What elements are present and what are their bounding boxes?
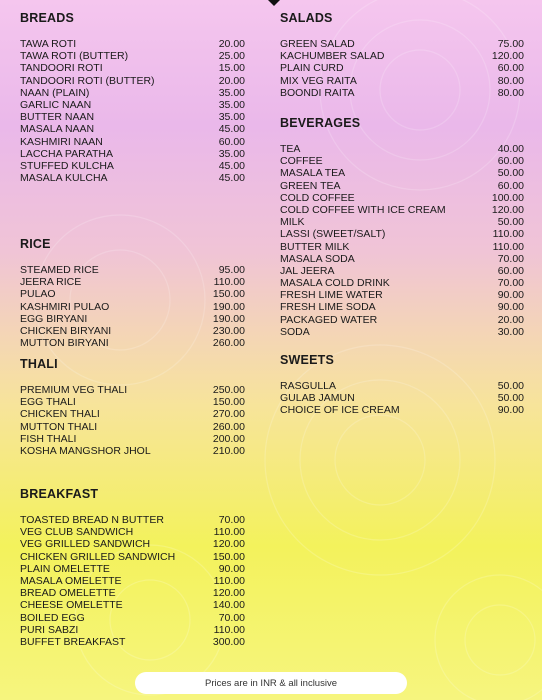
menu-item-price: 50.00 bbox=[497, 392, 524, 405]
section-title: THALI bbox=[20, 357, 58, 371]
menu-item-row bbox=[20, 587, 245, 599]
menu-item-name: PREMIUM VEG THALI bbox=[20, 384, 128, 396]
menu-item-row bbox=[20, 62, 245, 74]
menu-item-price: 80.00 bbox=[497, 86, 524, 99]
menu-item-name: COFFEE bbox=[280, 155, 323, 168]
menu-item-price: 60.00 bbox=[497, 62, 524, 75]
menu-item-row bbox=[280, 228, 524, 240]
menu-item-row bbox=[280, 38, 524, 50]
menu-item-name: MASALA TEA bbox=[280, 167, 346, 180]
menu-item-name: MASALA COLD DRINK bbox=[280, 277, 390, 290]
menu-item-row bbox=[280, 241, 524, 253]
menu-item-price: 70.00 bbox=[218, 514, 245, 526]
menu-item-row bbox=[20, 612, 245, 624]
menu-item-row bbox=[20, 301, 245, 313]
menu-item-price: 20.00 bbox=[218, 74, 245, 87]
menu-item-price: 35.00 bbox=[218, 98, 245, 111]
price-note-banner bbox=[135, 672, 407, 694]
menu-item-row bbox=[280, 180, 524, 192]
menu-item-price: 110.00 bbox=[213, 526, 245, 539]
section-breads bbox=[20, 10, 245, 185]
menu-item-row bbox=[20, 433, 245, 445]
menu-item-row bbox=[280, 50, 524, 62]
section-beverages bbox=[280, 115, 524, 338]
menu-item-price: 50.00 bbox=[497, 216, 524, 229]
menu-item-price: 45.00 bbox=[218, 172, 245, 185]
menu-item-price: 140.00 bbox=[212, 599, 245, 612]
menu-item-row bbox=[20, 538, 245, 550]
menu-item-name: KASHMIRI PULAO bbox=[20, 300, 110, 313]
menu-item-row bbox=[280, 380, 524, 392]
menu-item-price: 70.00 bbox=[497, 252, 524, 265]
menu-item-name: EGG BIRYANI bbox=[20, 312, 88, 325]
menu-item-price: 270.00 bbox=[212, 408, 245, 421]
menu-item-name: CHEESE OMELETTE bbox=[20, 599, 123, 612]
menu-item-price: 25.00 bbox=[218, 50, 245, 63]
menu-item-price: 20.00 bbox=[218, 38, 245, 50]
menu-item-name: TANDOORI ROTI (BUTTER) bbox=[20, 74, 155, 87]
menu-item-price: 35.00 bbox=[218, 86, 245, 99]
menu-item-row bbox=[20, 136, 245, 148]
menu-item-price: 70.00 bbox=[218, 611, 245, 624]
menu-item-name: MASALA OMELETTE bbox=[20, 574, 122, 587]
menu-item-price: 60.00 bbox=[497, 264, 524, 277]
section-title: RICE bbox=[20, 237, 51, 251]
section-title: BREAKFAST bbox=[20, 487, 99, 501]
menu-item-price: 150.00 bbox=[212, 288, 245, 301]
menu-item-name: FRESH LIME WATER bbox=[280, 289, 383, 302]
menu-item-price: 90.00 bbox=[497, 404, 524, 417]
menu-item-row bbox=[20, 123, 245, 135]
menu-item-price: 90.00 bbox=[497, 289, 524, 302]
menu-item-price: 15.00 bbox=[218, 62, 245, 75]
menu-item-price: 150.00 bbox=[212, 550, 245, 563]
section-title: BEVERAGES bbox=[280, 116, 361, 130]
menu-item-price: 210.00 bbox=[212, 444, 245, 457]
menu-item-row bbox=[20, 408, 245, 420]
item-list bbox=[280, 380, 524, 417]
menu-item-name: PURI SABZI bbox=[20, 623, 79, 636]
menu-item-row bbox=[20, 526, 245, 538]
menu-item-name: LACCHA PARATHA bbox=[20, 147, 113, 160]
menu-item-row bbox=[20, 99, 245, 111]
menu-item-row bbox=[280, 289, 524, 301]
menu-item-name: SODA bbox=[280, 325, 310, 338]
menu-item-name: TAWA ROTI (BUTTER) bbox=[20, 50, 129, 63]
menu-item-name: KASHMIRI NAAN bbox=[20, 135, 103, 148]
menu-item-row bbox=[20, 396, 245, 408]
menu-item-row bbox=[280, 314, 524, 326]
top-notch-marker bbox=[268, 0, 280, 6]
section-title: BREADS bbox=[20, 11, 74, 25]
menu-item-price: 110.00 bbox=[213, 574, 245, 587]
price-note-text: Prices are in INR & all inclusive bbox=[205, 677, 337, 689]
section-title: SWEETS bbox=[280, 353, 334, 367]
menu-item-name: EGG THALI bbox=[20, 396, 76, 409]
menu-item-name: KOSHA MANGSHOR JHOL bbox=[20, 444, 151, 457]
menu-item-name: GULAB JAMUN bbox=[280, 392, 355, 405]
menu-item-name: BOONDI RAITA bbox=[280, 86, 355, 99]
menu-item-name: GREEN TEA bbox=[280, 179, 341, 192]
item-list bbox=[20, 384, 245, 457]
menu-item-row bbox=[280, 216, 524, 228]
menu-item-name: BUFFET BREAKFAST bbox=[20, 635, 126, 648]
menu-item-name: TAWA ROTI bbox=[20, 38, 77, 50]
menu-item-row bbox=[20, 624, 245, 636]
menu-item-name: MUTTON BIRYANI bbox=[20, 337, 109, 350]
menu-item-price: 60.00 bbox=[218, 135, 245, 148]
menu-item-name: GREEN SALAD bbox=[280, 38, 355, 50]
menu-item-row bbox=[20, 313, 245, 325]
menu-item-name: TEA bbox=[280, 143, 301, 155]
menu-item-row bbox=[20, 325, 245, 337]
section-breakfast bbox=[20, 486, 245, 648]
menu-item-row bbox=[20, 636, 245, 648]
menu-item-price: 250.00 bbox=[212, 384, 245, 396]
menu-item-row bbox=[20, 575, 245, 587]
menu-item-price: 75.00 bbox=[497, 38, 524, 50]
menu-item-name: BREAD OMELETTE bbox=[20, 587, 116, 600]
menu-item-price: 260.00 bbox=[212, 337, 245, 350]
menu-item-price: 50.00 bbox=[497, 380, 524, 392]
menu-item-row bbox=[20, 75, 245, 87]
menu-item-name: BOILED EGG bbox=[20, 611, 85, 624]
menu-item-price: 60.00 bbox=[497, 155, 524, 168]
item-list bbox=[280, 38, 524, 99]
menu-item-price: 230.00 bbox=[212, 324, 245, 337]
menu-item-price: 120.00 bbox=[212, 538, 245, 551]
menu-item-row bbox=[280, 143, 524, 155]
section-sweets bbox=[280, 352, 524, 417]
menu-item-price: 260.00 bbox=[212, 420, 245, 433]
menu-item-name: MIX VEG RAITA bbox=[280, 74, 357, 87]
menu-item-name: STUFFED KULCHA bbox=[20, 159, 114, 172]
menu-item-row bbox=[280, 155, 524, 167]
menu-item-row bbox=[20, 551, 245, 563]
menu-item-price: 45.00 bbox=[218, 123, 245, 136]
menu-item-price: 50.00 bbox=[497, 167, 524, 180]
menu-item-price: 150.00 bbox=[212, 396, 245, 409]
menu-item-row bbox=[20, 514, 245, 526]
menu-item-name: FISH THALI bbox=[20, 432, 77, 445]
section-title: SALADS bbox=[280, 11, 333, 25]
menu-item-row bbox=[20, 276, 245, 288]
menu-item-name: JEERA RICE bbox=[20, 276, 82, 289]
menu-item-name: MILK bbox=[280, 216, 305, 229]
menu-item-name: MUTTON THALI bbox=[20, 420, 98, 433]
menu-item-name: PLAIN OMELETTE bbox=[20, 562, 110, 575]
menu-item-name: JAL JEERA bbox=[280, 264, 335, 277]
menu-item-price: 35.00 bbox=[218, 147, 245, 160]
menu-item-row bbox=[20, 50, 245, 62]
menu-item-price: 110.00 bbox=[492, 240, 524, 253]
menu-item-row bbox=[20, 148, 245, 160]
section-thali bbox=[20, 356, 245, 457]
menu-item-price: 60.00 bbox=[497, 179, 524, 192]
menu-item-row bbox=[20, 445, 245, 457]
menu-item-row bbox=[280, 392, 524, 404]
menu-item-price: 190.00 bbox=[212, 312, 245, 325]
menu-item-name: BUTTER NAAN bbox=[20, 111, 95, 124]
menu-item-row bbox=[20, 421, 245, 433]
menu-item-price: 110.00 bbox=[492, 228, 524, 241]
menu-item-name: COLD COFFEE bbox=[280, 191, 355, 204]
menu-item-price: 20.00 bbox=[497, 313, 524, 326]
menu-item-row bbox=[280, 253, 524, 265]
menu-item-name: LASSI (SWEET/SALT) bbox=[280, 228, 386, 241]
menu-item-price: 70.00 bbox=[497, 277, 524, 290]
menu-item-price: 190.00 bbox=[212, 300, 245, 313]
menu-item-price: 35.00 bbox=[218, 111, 245, 124]
menu-item-price: 100.00 bbox=[491, 191, 524, 204]
menu-item-row bbox=[20, 264, 245, 276]
menu-item-name: TANDOORI ROTI bbox=[20, 62, 103, 75]
menu-item-price: 95.00 bbox=[218, 264, 245, 276]
menu-item-price: 45.00 bbox=[218, 159, 245, 172]
item-list bbox=[20, 38, 245, 184]
menu-item-row bbox=[20, 337, 245, 349]
menu-item-row bbox=[280, 87, 524, 99]
menu-item-price: 30.00 bbox=[497, 325, 524, 338]
menu-item-row bbox=[280, 192, 524, 204]
menu-item-row bbox=[280, 167, 524, 179]
menu-item-price: 110.00 bbox=[213, 276, 245, 289]
menu-item-name: PULAO bbox=[20, 288, 56, 301]
menu-item-name: KACHUMBER SALAD bbox=[280, 50, 385, 63]
menu-item-name: MASALA SODA bbox=[280, 252, 355, 265]
menu-item-row bbox=[20, 87, 245, 99]
menu-item-row bbox=[280, 265, 524, 277]
menu-item-name: PACKAGED WATER bbox=[280, 313, 378, 326]
menu-item-name: NAAN (PLAIN) bbox=[20, 86, 90, 99]
menu-item-name: CHICKEN GRILLED SANDWICH bbox=[20, 550, 176, 563]
menu-item-price: 90.00 bbox=[497, 301, 524, 314]
menu-item-row bbox=[20, 160, 245, 172]
menu-item-name: MASALA NAAN bbox=[20, 123, 95, 136]
menu-item-row bbox=[20, 288, 245, 300]
menu-item-row bbox=[280, 277, 524, 289]
menu-item-price: 90.00 bbox=[218, 562, 245, 575]
item-list bbox=[20, 264, 245, 349]
menu-item-row bbox=[20, 599, 245, 611]
menu-item-price: 120.00 bbox=[491, 203, 524, 216]
menu-item-price: 120.00 bbox=[212, 587, 245, 600]
menu-item-row bbox=[20, 172, 245, 184]
menu-item-name: CHICKEN THALI bbox=[20, 408, 100, 421]
menu-item-name: TOASTED BREAD N BUTTER bbox=[20, 514, 164, 526]
menu-item-row bbox=[280, 404, 524, 416]
item-list bbox=[280, 143, 524, 338]
menu-item-price: 120.00 bbox=[491, 50, 524, 63]
menu-item-name: MASALA KULCHA bbox=[20, 172, 108, 185]
menu-item-price: 80.00 bbox=[497, 74, 524, 87]
menu-item-name: VEG GRILLED SANDWICH bbox=[20, 538, 151, 551]
menu-item-name: RASGULLA bbox=[280, 380, 337, 392]
menu-item-row bbox=[20, 384, 245, 396]
menu-item-name: PLAIN CURD bbox=[280, 62, 344, 75]
menu-item-name: FRESH LIME SODA bbox=[280, 301, 376, 314]
menu-item-price: 40.00 bbox=[497, 143, 524, 155]
menu-item-price: 200.00 bbox=[212, 432, 245, 445]
section-salads bbox=[280, 10, 524, 99]
menu-item-name: COLD COFFEE WITH ICE CREAM bbox=[280, 203, 446, 216]
menu-item-row bbox=[280, 301, 524, 313]
menu-item-name: BUTTER MILK bbox=[280, 240, 350, 253]
menu-item-name: STEAMED RICE bbox=[20, 264, 99, 276]
menu-item-name: CHOICE OF ICE CREAM bbox=[280, 404, 400, 417]
section-rice bbox=[20, 236, 245, 350]
menu-item-name: VEG CLUB SANDWICH bbox=[20, 526, 134, 539]
menu-item-row bbox=[20, 38, 245, 50]
menu-item-row bbox=[280, 75, 524, 87]
menu-item-row bbox=[280, 204, 524, 216]
menu-item-price: 300.00 bbox=[212, 635, 245, 648]
menu-item-row bbox=[20, 563, 245, 575]
menu-item-price: 110.00 bbox=[213, 623, 245, 636]
menu-item-name: CHICKEN BIRYANI bbox=[20, 324, 112, 337]
menu-item-row bbox=[280, 62, 524, 74]
menu-item-name: GARLIC NAAN bbox=[20, 98, 92, 111]
menu-item-row bbox=[280, 326, 524, 338]
item-list bbox=[20, 514, 245, 648]
menu-item-row bbox=[20, 111, 245, 123]
